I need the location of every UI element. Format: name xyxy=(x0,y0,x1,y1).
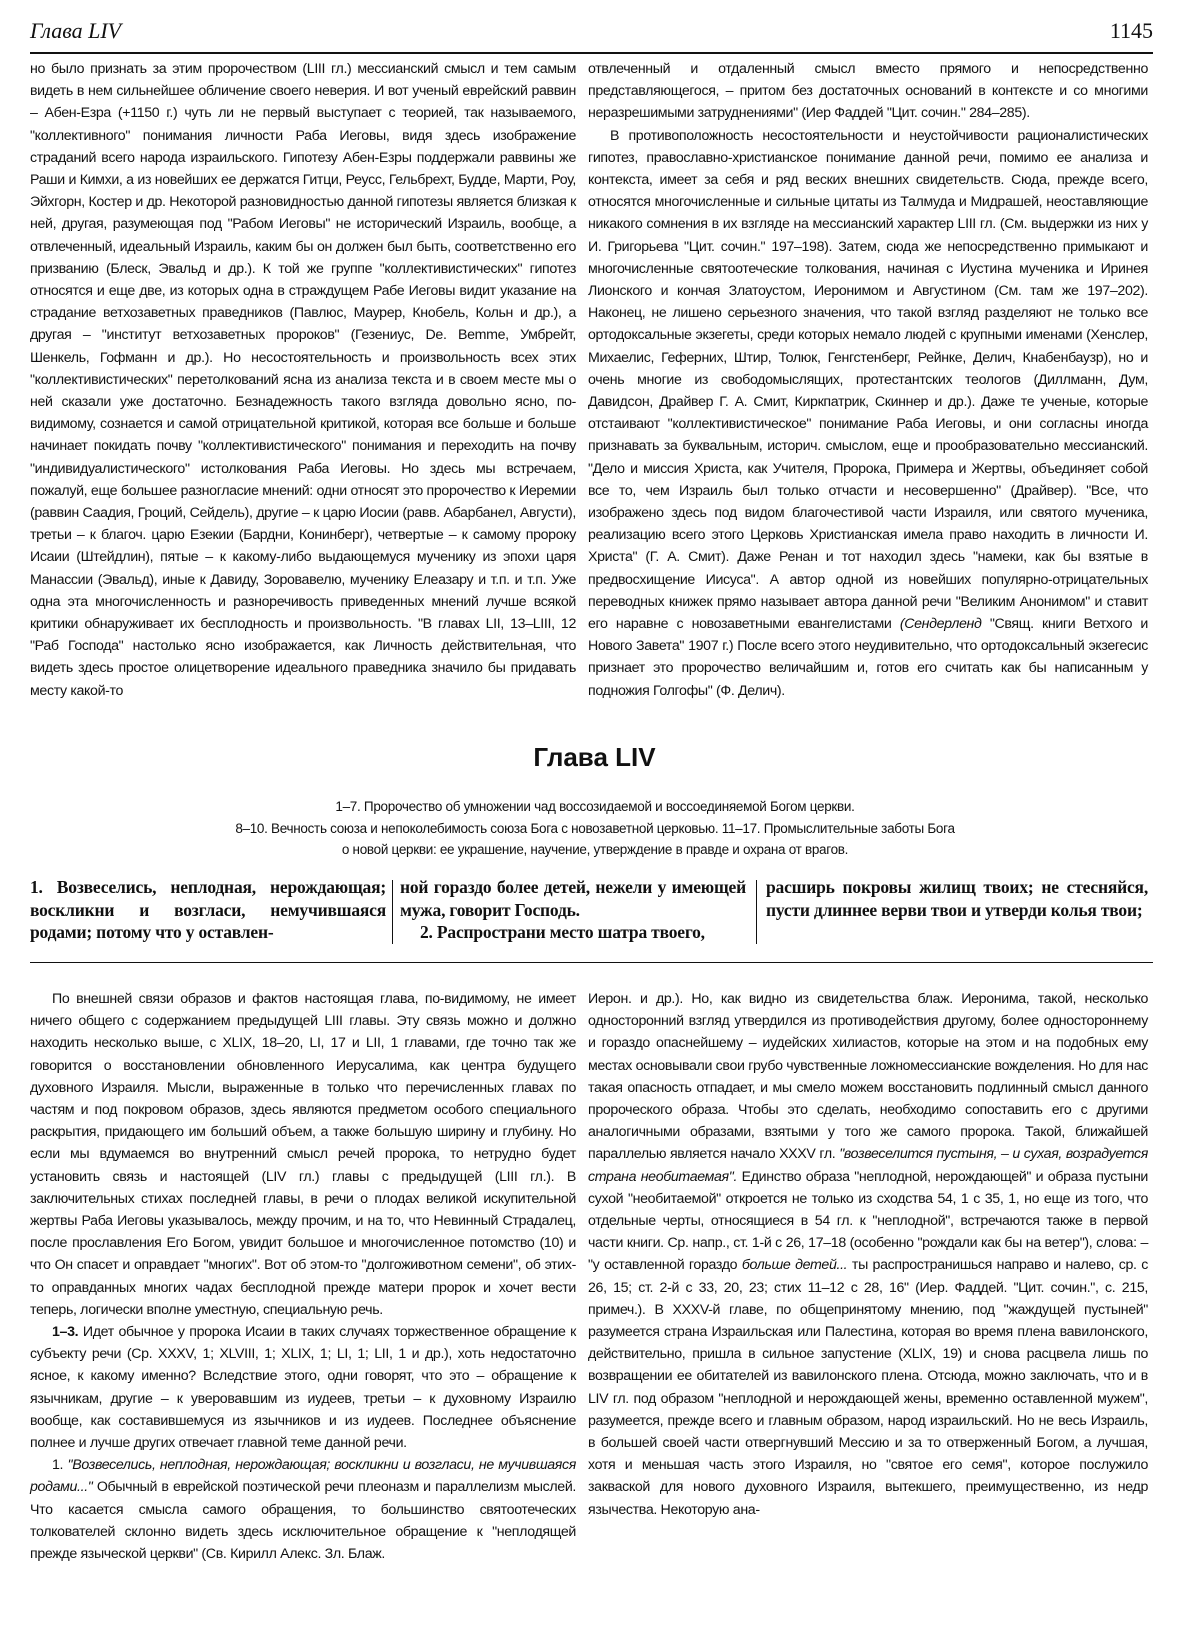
verse-text: ной гораздо более детей, нежели у имеющей мужа, говорит Господь. xyxy=(400,877,746,920)
header-rule xyxy=(30,52,1153,54)
verse-column-2 xyxy=(400,876,746,944)
paragraph-text: Идет обычное у пророка Исаии в таких случаях торжественное обращение к субъекту речи (Ср. XXXV, 1; XLVIII, 1; XLIX, 1; LI, 1; LII, 1 и др.), хоть недостаточно ясное, к какому именно? Вследствие этого, одни говорят, что это – обращение к язычникам, другие – к уверовавшим из иудеев, третьи – к духовному Израилю вообще, как составившемуся из язычников и из иудеев. Последнее объяснение полнее и лучше других отвечает главной теме данной речи. xyxy=(30,1324,576,1452)
paragraph-text: ты распространишься направо и налево, ср. с 26, 15; ст. 2-й с 33, 20, 23; стих 11–12 с 28, 16" (Иер. Фаддей. "Цит. сочин.", с. 215, примеч.). В XXXV-й главе, по общепринятому мнению, под "жаждущей пустыней" разумеется страна Израильская или Палестина, которая во время плена вавилонского, действительно, пришла в сильное запустение (XLIX, 19) и снова расцвела лишь по возвращении ее обитателей из вавилонского плена. Отсюда, можно заключать, что и в LIV гл. под образом "неплодной и нерождающей жены, временно оставленной мужем", разумеется, прежде всего и главным образом, народ израильский. Но не весь Израиль, в большей своей части отвергнувший Мессию и за то отверженный Богом, а лучшая, хотя и меньшая часть этого Израиля, но "святое его семя", которое послужило закваской для нового духовного Израиля, вытекшего, преимущественно, из недр язычества. Некоторую ана- xyxy=(588,1257,1148,1518)
paragraph-text: Иерон. и др.). Но, как видно из свидетельства блаж. Иеронима, такой, несколько односторонний взгляд утвердился из противодействия другому, более одностороннему и гораздо опаснейшему – иудейских хилиастов, которые на этом и на подобных ему местах основывали свои грубо чувственные ложномессианские вожделения. Но для нас такая опасность отпадает, и мы смело можем восстановить подлинный смысл данного пророческого образа. Чтобы это сделать, необходимо сопоставить его с другими аналогичными образами, взятыми у того же самого пророка. Такой, ближайшей параллелью является начало XXXV гл. xyxy=(588,991,1148,1163)
verse-ref: 1–3. xyxy=(52,1324,79,1341)
chapter-summary xyxy=(150,796,1040,861)
paragraph-text: В противоположность несостоятельности и неустойчивости рационалистических гипотез, православно-христианское понимание данной речи, помимо ее анализа и контекста, имеет за себя и ряд веских внешних свидетельств. Сюда, прежде всего, относятся многочисленные и сильные цитаты из Талмуда и Мидрашей, неоставляющие никакого сомнения в их взгляде на мессианский характер LIII гл. (См. выдержки из них у И. Григорьева "Цит. сочин." 197–198). Затем, сюда же непосредственно примыкают и многочисленные святоотеческие толкования, начиная с Иустина мученика и Иринея Лионского и кончая Златоустом, Иеронимом и Августином (См. там же 197–202). Наконец, не лишено серьезного значения, что такой взгляд разделяют не только все ортодоксальные экзегеты, среди которых немало людей с крупными именами (Хенслер, Михаелис, Геферних, Штир, Толюк, Генгстенберг, Рейнке, Делич, Кнабенбаузр), но и очень многие из свободомыслящих, протестантских теологов (Диллманн, Дум, Давидсон, Драйвер Г. А. Смит, Киркпатрик, Скиннер и др.). Даже те ученые, которые отстаивают "коллективистическое" понимание Раба Иеговы, и они согласны иногда признавать за буквальным, историч. смыслом, еще и прообразовательно мессианский. "Дело и миссия Христа, как Учителя, Пророка, Примера и Жертвы, объединяет собой все то, чем Израиль был только отчасти и несовершенно" (Драйвер). "Все, что изображено здесь под видом благочестивой части Израиля, или святого мученика, реализацию всего этого Церковь Христианская имела право находить в личности И. Христа" (Г. А. Смит). Даже Ренан и тот находил здесь "намеки, как бы взятые в предвосхищение Иисуса". А автор одной из новейших популярно-отрицательных переводных книжек прямо называет автора данной речи "Великим Анонимом" и ставит его наравне с новозаветными евангелистами xyxy=(588,127,1148,633)
italic-citation: (Сендерленд xyxy=(899,616,982,633)
paragraph: но было признать за этим пророчеством (LIII гл.) мессианский смысл и тем самым видеть в нем сильнейшее обличение своего неверия. И вот ученый еврейский раввин – Абен-Езра (+1150 г.) чуть ли не первый выступает с теорией, так называемого, "коллективного" понимания личности Раба Иеговы, видя здесь изображение страданий всего народа израильского. Гипотезу Абен-Езры поддержали раввины же Раши и Кимхи, а из новейших ее держатся Гитци, Реусс, Гельбрехт, Будде, Марти, Роу, Эйхгорн, Костер и др. Некоторой разновидностью данной гипотезы является близкая к ней, другая, разумеющая под "Рабом Иеговы" не исторический Израиль, вообще, а отвлеченный, идеальный Израиль, каким бы он должен был быть, соответственно его призванию (Блеск, Эвальд и др.). К той же группе "коллективистических" гипотез относятся и еще две, из которых одна в страждущем Рабе Иеговы видит указание на страдание ветхозаветных праведников (Павлюс, Маурер, Кнобель, Кольн и др.), а другая – "институт ветхозаветных пророков" (Гезениус, De. Bemme, Умбрейт, Шенкель, Гофманн и др.). Но несостоятельность и произвольность всех этих "коллективистических" перетолкований ясна из анализа текста и в своем месте мы о ней сказали уже достаточно. Безнадежность такого взгляда довольно ясно, по-видимому, сознается и самой отрицательной критикой, которая все больше и больше начинает покидать почву "коллективистического" понимания и переходить на почву "индивидуалистического" истолкования Раба Иеговы. Но здесь мы встречаем, пожалуй, еще большее разногласие мнений: одни относят это пророчество к Иеремии (раввин Саадия, Гроций, Сейдель), другие – к царю Иосии (равв. Абарбанел, Августи), третьи – к благоч. царю Езекии (Бардни, Конинберг), четвертые – к самому пророку Исаии (Штейдлин), пятые – к какому-либо выдающемуся мученику из эпохи царя Манассии (Эвальд), иные к Давиду, Зоровавелю, мученику Елеазару и т.п. и т.п. Уже одна эта многочисленность и разноречивость приведенных мнений лучше всякой критики обнаруживает их бесплодность и произвольность. "В главах LII, 13–LIII, 12 "Раб Господа" настолько ясно изображается, как Личность действительная, что видеть здесь простое олицетворение идеального праведника значило бы придавать месту какой-то xyxy=(30,61,576,699)
paragraph: отвлеченный и отдаленный смысл вместо прямого и непосредственно представляющегося, – притом без достаточных оснований в контексте и со многими неразрешимыми затруднениями" (Иер Фаддей "Цит. сочин." 284–285). xyxy=(588,61,1148,122)
summary-line: о новой церкви: ее украшение, научение, утверждение в правде и охрана от врагов. xyxy=(341,842,849,857)
italic-quote: "Возвеселись, неплодная, нерождающая; воскликни и возгласи, не мучившаяся родами..." xyxy=(30,1457,577,1496)
paragraph xyxy=(30,1454,576,1565)
italic-quote: "возвеселится пустыня, – и сухая, возрадуется страна необитаемая". xyxy=(588,1146,1149,1185)
verse-divider xyxy=(756,880,757,944)
bottom-left-column xyxy=(30,988,576,1565)
page-number: 1145 xyxy=(1109,18,1153,43)
verse-column-3: расширь покровы жилищ твоих; не стесняйся, пусти длиннее верви твои и утверди колья твои; xyxy=(766,877,1148,920)
verse-divider xyxy=(392,880,393,944)
verse-rule xyxy=(30,962,1153,963)
paragraph xyxy=(30,1321,576,1454)
page-header xyxy=(30,18,1153,52)
running-title: Глава LIV xyxy=(30,18,122,43)
paragraph xyxy=(588,988,1148,1521)
verse-text: 2. Распространи место шатра твоего, xyxy=(420,922,705,942)
paragraph: По внешней связи образов и фактов настоящая глава, по-видимому, не имеет ничего общего с содержанием предыдущей LIII главы. Эту связь можно и должно находить несколько выше, с XLIX, 18–20, LI, 17 и LII, 1 главами, где точно так же говорится о восстановлении обновленного Иерусалима, как центра будущего духовного Израиля. Мысли, выраженные в только что перечисленных главах по частям и под покровом образов, здесь являются предметом особого специального раскрытия, придающего им больший объем, а также большую ширину и глубину. Но если мы вдумаемся во внутренний смысл речей пророка, то нетрудно будет установить связь и настоящей (LIV гл.) главы с предыдущей (LIII гл.). В заключительных стихах последней главы, в речи о плодах великой искупительной жертвы Раба Иеговы указывалось, между прочим, и на то, что Невинный Страдалец, после прославления Его Богом, увидит большое и многочисленное потомство (10) и что Он спасет и оправдает "многих". Вот об этом-то "долгоживотном семени", об этих-то оправданных многих чадах бесплодной прежде матери пророк и хочет вести теперь, логически вполне уместную, специальную речь. xyxy=(30,991,576,1318)
verse-ref: 1. xyxy=(52,1457,64,1474)
italic-quote: больше детей... xyxy=(741,1257,848,1274)
paragraph-text: Единство образа "неплодной, нерождающей" и образа пустыни сухой "необитаемой" откроется не только из сходства 54, 1 с 35, 1, но еще из того, что отдельные черты, относящиеся в 54 гл. к "неплодной", встречаются также в первой части книги. Ср. напр., ст. 1-й с 26, 17–18 (особенно "рождали как бы на ветер"), слова: – "у оставленной гораздо xyxy=(588,1168,1148,1274)
paragraph-text: Обычный в еврейской поэтической речи плеоназм и параллелизм мыслей. Что касается смысла самого обращения, то большинство святоотеческих толкователей склонно видеть здесь исключительное обращение к "неплодящей прежде языческой церкви" (Св. Кирилл Алекс. Зл. Блаж. xyxy=(30,1479,576,1563)
chapter-title: Глава LIV xyxy=(533,742,656,772)
top-left-column xyxy=(30,58,576,702)
top-right-column xyxy=(588,58,1148,702)
summary-line: 1–7. Пророчество об умножении чад воссозидаемой и воссоединяемой Богом церкви. xyxy=(335,799,855,814)
bottom-right-column xyxy=(588,988,1148,1521)
summary-line: 8–10. Вечность союза и непоколебимость союза Бога с новозаветной церковью. 11–17. Промыслительные заботы Бога xyxy=(235,820,955,836)
paragraph-text: "Свящ. книги Ветхого и Нового Завета" 1907 г.) После всего этого неудивительно, что ортодоксальный экзегесис признает это пророчество величайшим и, готов его считать как бы написанным у подножия Голгофы" (Ф. Делич). xyxy=(588,616,1148,699)
verse-column-1: 1. Возвеселись, неплодная, нерождающая; воскликни и возгласи, немучившаяся родами; потому что у оставлен- xyxy=(30,877,386,942)
paragraph xyxy=(588,125,1148,702)
